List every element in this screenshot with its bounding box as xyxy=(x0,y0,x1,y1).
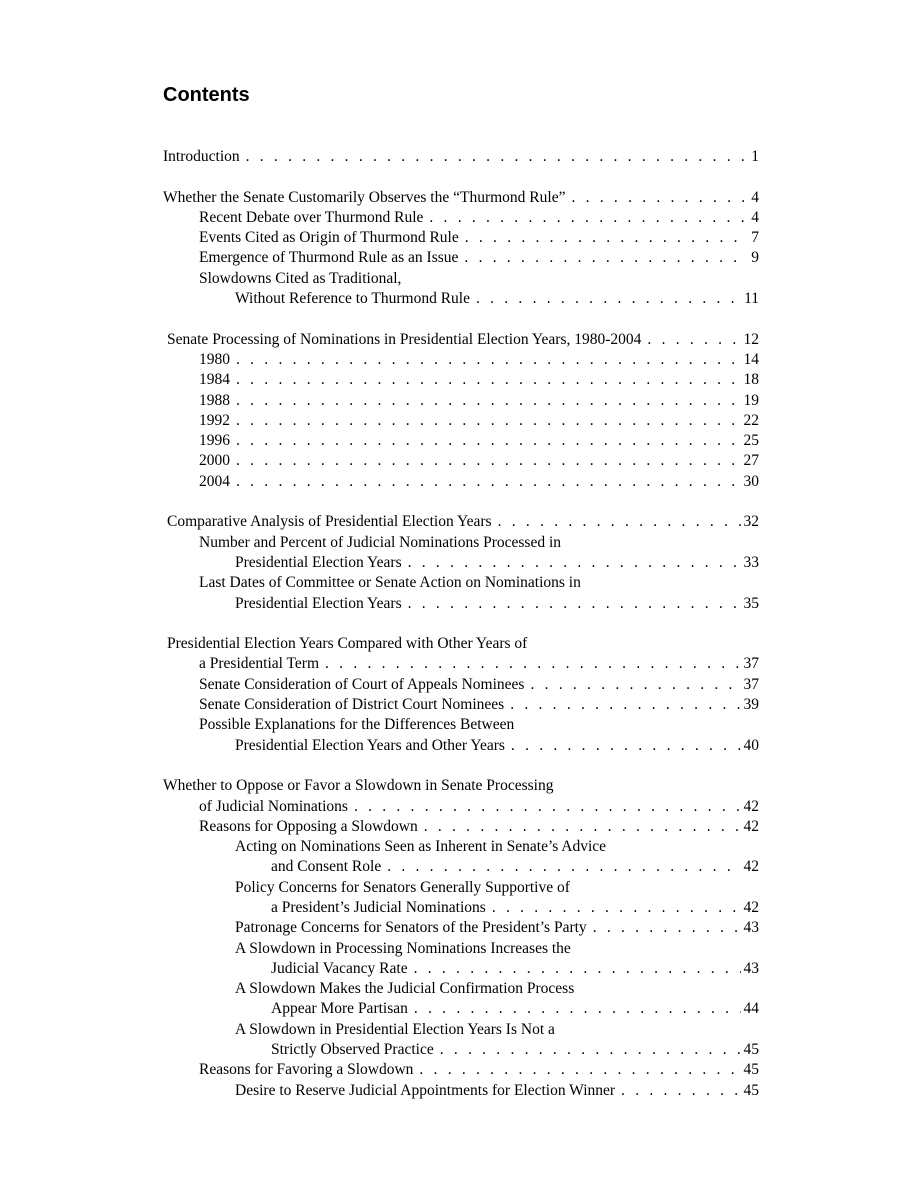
toc-entry-text: Introduction xyxy=(163,148,240,165)
dot-leader xyxy=(236,451,741,471)
toc-entry-text: Reasons for Opposing a Slowdown xyxy=(199,817,418,835)
toc-entry-text: Number and Percent of Judicial Nominations Processed in xyxy=(199,533,562,551)
dot-leader xyxy=(465,228,749,248)
toc-page-number: 11 xyxy=(744,290,759,308)
toc-page-number: 43 xyxy=(743,919,759,937)
toc-page-number: 22 xyxy=(743,411,759,429)
dot-leader xyxy=(387,857,740,877)
dot-leader xyxy=(424,817,741,837)
toc-page-number: 40 xyxy=(743,736,759,754)
toc-entry-thurmond[interactable] xyxy=(163,188,759,208)
toc-entry-text: 1992 xyxy=(199,411,230,429)
toc-page-number: 14 xyxy=(743,350,759,368)
toc-entry-text: Reasons for Favoring a Slowdown xyxy=(199,1061,414,1079)
toc-entry-year[interactable] xyxy=(163,350,759,370)
toc-entry-reasons-favoring[interactable] xyxy=(163,1060,759,1080)
toc-entry-text: Emergence of Thurmond Rule as an Issue xyxy=(199,249,459,267)
toc-entry-text: Senate Consideration of District Court Nominees xyxy=(199,696,505,714)
toc-page-number: 32 xyxy=(743,513,759,531)
toc-page-number: 9 xyxy=(751,249,759,267)
dot-leader xyxy=(464,248,748,268)
dot-leader xyxy=(246,147,749,167)
toc-entry-desire[interactable] xyxy=(163,1081,759,1101)
dot-leader xyxy=(236,431,741,451)
dot-leader xyxy=(476,289,741,309)
toc-entry-text: Presidential Election Years and Other Years xyxy=(235,736,505,754)
toc-entry-compared-line1[interactable] xyxy=(163,634,759,654)
dot-leader xyxy=(414,959,741,979)
toc-entry-text: a Presidential Term xyxy=(199,655,320,673)
toc-entry-recent-debate[interactable] xyxy=(163,208,759,228)
toc-entry-district[interactable] xyxy=(163,695,759,715)
toc-entry-text: A Slowdown Makes the Judicial Confirmation Process xyxy=(235,980,575,998)
toc-entry-introduction[interactable] xyxy=(163,147,759,167)
toc-entry-text: and Consent Role xyxy=(271,858,382,876)
toc-entry-acting-line2[interactable] xyxy=(163,857,759,877)
dot-leader xyxy=(414,999,741,1019)
dot-leader xyxy=(419,1060,740,1080)
toc-entry-text: Patronage Concerns for Senators of the President’s Party xyxy=(235,919,587,937)
toc-entry-text: A Slowdown in Presidential Election Years Is Not a xyxy=(235,1020,555,1038)
toc-entry-vacancy-line1[interactable] xyxy=(163,939,759,959)
dot-leader xyxy=(647,330,740,350)
dot-leader xyxy=(440,1040,741,1060)
toc-entry-explanations-line1[interactable] xyxy=(163,715,759,735)
toc-entry-text: Senate Consideration of Court of Appeals Nominees xyxy=(199,675,525,693)
toc-entry-text: 2004 xyxy=(199,472,230,490)
toc-page-number: 42 xyxy=(743,817,759,835)
toc-entry-oppose-line2[interactable] xyxy=(163,797,759,817)
toc-entry-text: Presidential Election Years xyxy=(235,594,402,612)
toc-page-number: 42 xyxy=(743,797,759,815)
toc-entry-text: Presidential Election Years xyxy=(235,553,402,571)
toc-entry-comparative[interactable] xyxy=(163,512,759,532)
toc-entry-text: Whether the Senate Customarily Observes the “Thurmond Rule” xyxy=(163,188,566,206)
toc-entry-slowdowns-line2[interactable] xyxy=(163,289,759,309)
toc-page-number: 25 xyxy=(743,432,759,450)
table-of-contents xyxy=(163,147,759,1101)
toc-entry-text: Comparative Analysis of Presidential Election Years xyxy=(167,513,492,531)
toc-entry-year[interactable] xyxy=(163,472,759,492)
toc-page-number: 43 xyxy=(743,959,759,977)
toc-entry-partisan-line1[interactable] xyxy=(163,979,759,999)
toc-page-number: 45 xyxy=(743,1081,759,1099)
toc-entry-text: a President’s Judicial Nominations xyxy=(271,898,486,916)
dot-leader xyxy=(325,654,740,674)
dot-leader xyxy=(236,350,741,370)
toc-entry-number-percent-line2[interactable] xyxy=(163,553,759,573)
toc-entry-oppose-line1[interactable] xyxy=(163,776,759,796)
dot-leader xyxy=(236,411,741,431)
toc-entry-compared-line2[interactable] xyxy=(163,654,759,674)
toc-page-number: 45 xyxy=(743,1041,759,1059)
toc-page-number: 7 xyxy=(751,229,759,247)
toc-entry-text: Possible Explanations for the Differences Between xyxy=(199,716,515,734)
toc-entry-text: Whether to Oppose or Favor a Slowdown in Senate Processing xyxy=(163,777,554,795)
dot-leader xyxy=(571,188,748,208)
toc-entry-text: Presidential Election Years Compared with Other Years of xyxy=(167,635,528,653)
toc-entry-vacancy-line2[interactable] xyxy=(163,959,759,979)
toc-entry-text: Desire to Reserve Judicial Appointments for Election Winner xyxy=(235,1081,616,1099)
toc-entry-text: Slowdowns Cited as Traditional, xyxy=(199,269,402,287)
toc-page-number: 39 xyxy=(743,696,759,714)
toc-page-number: 33 xyxy=(743,553,759,571)
dot-leader xyxy=(530,675,740,695)
toc-entry-emergence[interactable] xyxy=(163,248,759,268)
toc-page-number: 19 xyxy=(743,391,759,409)
toc-entry-text: Appear More Partisan xyxy=(271,1000,408,1018)
toc-page-number: 42 xyxy=(743,858,759,876)
toc-page-number: 4 xyxy=(751,208,759,226)
dot-leader xyxy=(408,594,741,614)
toc-page-number: 12 xyxy=(743,330,759,348)
toc-entry-year[interactable] xyxy=(163,411,759,431)
toc-entry-text: Judicial Vacancy Rate xyxy=(271,959,408,977)
toc-entry-text: 2000 xyxy=(199,452,230,470)
dot-leader xyxy=(621,1081,740,1101)
toc-entry-text: 1988 xyxy=(199,391,230,409)
toc-entry-appeals[interactable] xyxy=(163,675,759,695)
toc-entry-last-dates-line1[interactable] xyxy=(163,573,759,593)
toc-entry-year[interactable] xyxy=(163,451,759,471)
toc-entry-year[interactable] xyxy=(163,431,759,451)
toc-entry-text: Policy Concerns for Senators Generally Supportive of xyxy=(235,878,570,896)
dot-leader xyxy=(408,553,741,573)
dot-leader xyxy=(429,208,748,228)
toc-entry-text: 1996 xyxy=(199,432,230,450)
dot-leader xyxy=(498,512,741,532)
toc-page-number: 42 xyxy=(743,898,759,916)
toc-entry-policy-line1[interactable] xyxy=(163,878,759,898)
toc-entry-patronage[interactable] xyxy=(163,918,759,938)
toc-entry-text: Acting on Nominations Seen as Inherent in Senate’s Advice xyxy=(235,838,607,856)
toc-entry-practice-line1[interactable] xyxy=(163,1020,759,1040)
toc-entry-acting-line1[interactable] xyxy=(163,837,759,857)
toc-page-number: 4 xyxy=(751,188,759,206)
toc-entry-text: 1980 xyxy=(199,350,230,368)
toc-page-number: 18 xyxy=(743,371,759,389)
dot-leader xyxy=(354,797,741,817)
toc-entry-text: Events Cited as Origin of Thurmond Rule xyxy=(199,229,459,247)
toc-page-number: 45 xyxy=(743,1061,759,1079)
toc-entry-text: Without Reference to Thurmond Rule xyxy=(235,290,470,308)
dot-leader xyxy=(593,918,741,938)
toc-entry-last-dates-line2[interactable] xyxy=(163,594,759,614)
toc-entry-text: Last Dates of Committee or Senate Action on Nominations in xyxy=(199,574,581,592)
toc-page-number: 37 xyxy=(743,655,759,673)
toc-page-number: 1 xyxy=(751,148,759,165)
toc-entry-reasons-opposing[interactable] xyxy=(163,817,759,837)
toc-entry-partisan-line2[interactable] xyxy=(163,999,759,1019)
toc-page-number: 30 xyxy=(743,472,759,490)
dot-leader xyxy=(236,370,741,390)
toc-entry-explanations-line2[interactable] xyxy=(163,736,759,756)
dot-leader xyxy=(236,391,741,411)
toc-entry-year[interactable] xyxy=(163,370,759,390)
toc-entry-text: A Slowdown in Processing Nominations Increases the xyxy=(235,939,571,957)
toc-entry-text: Senate Processing of Nominations in Presidential Election Years, 1980-2004 xyxy=(167,330,642,348)
toc-entry-text: Strictly Observed Practice xyxy=(271,1041,434,1059)
toc-entry-policy-line2[interactable] xyxy=(163,898,759,918)
toc-entry-text: of Judicial Nominations xyxy=(199,797,348,815)
toc-page-number: 35 xyxy=(743,594,759,612)
toc-entry-year[interactable] xyxy=(163,391,759,411)
dot-leader xyxy=(511,736,741,756)
toc-entry-slowdowns-line1[interactable] xyxy=(163,269,759,289)
dot-leader xyxy=(236,472,741,492)
toc-entry-processing[interactable] xyxy=(163,330,759,350)
toc-page-number: 44 xyxy=(743,1000,759,1018)
toc-entry-text: 1984 xyxy=(199,371,230,389)
page-title: Contents xyxy=(163,84,250,106)
toc-entry-number-percent-line1[interactable] xyxy=(163,533,759,553)
dot-leader xyxy=(510,695,740,715)
toc-entry-events-origin[interactable] xyxy=(163,228,759,248)
toc-page-number: 27 xyxy=(743,452,759,470)
toc-entry-text: Recent Debate over Thurmond Rule xyxy=(199,208,424,226)
toc-page-number: 37 xyxy=(743,675,759,693)
dot-leader xyxy=(492,898,741,918)
toc-entry-practice-line2[interactable] xyxy=(163,1040,759,1060)
